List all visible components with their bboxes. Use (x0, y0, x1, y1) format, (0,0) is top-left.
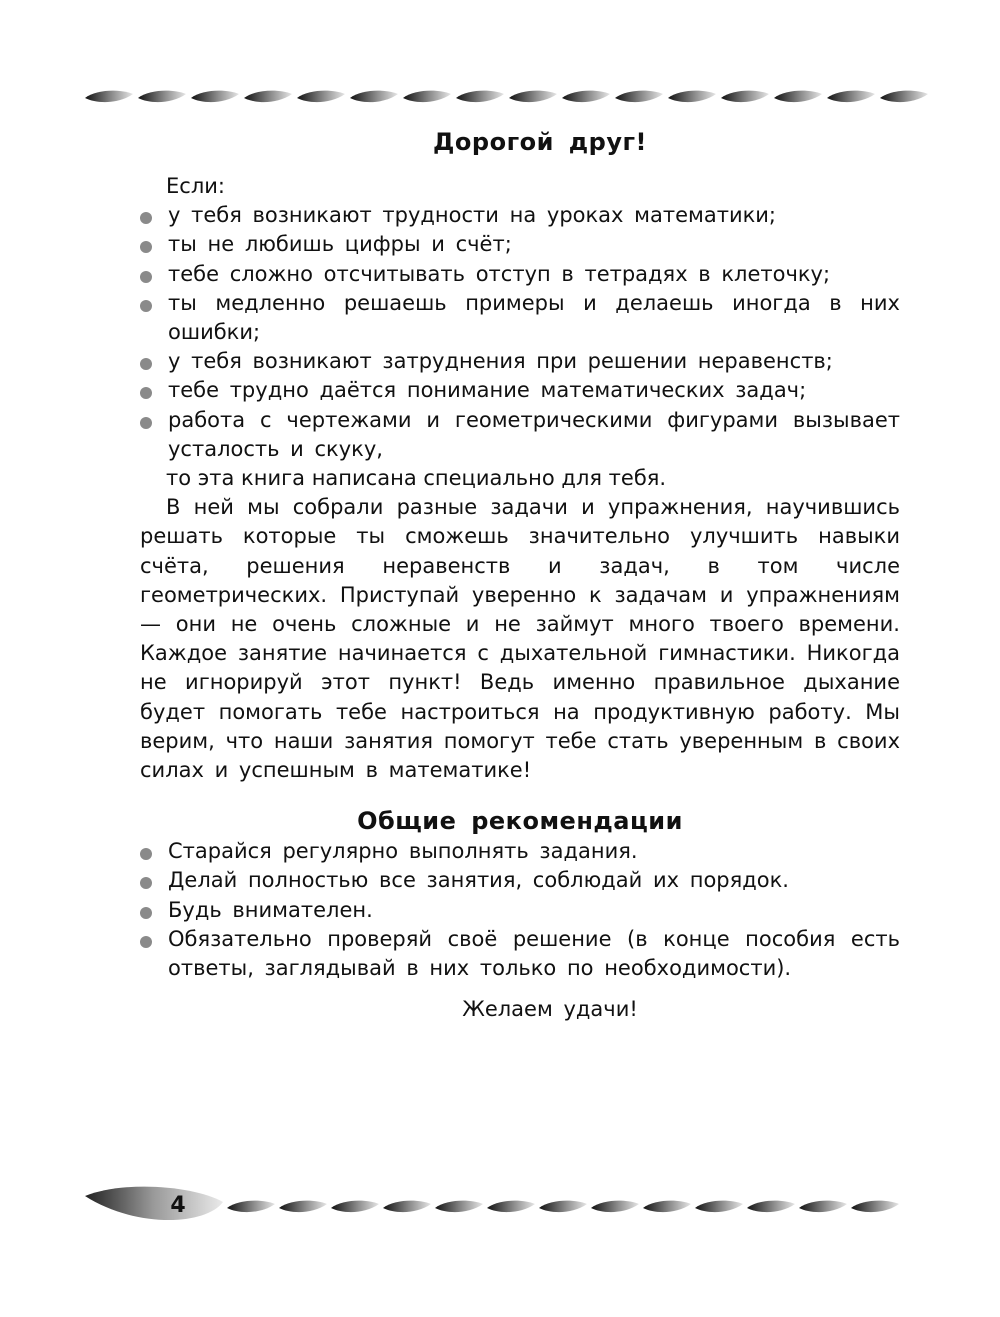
leaf-ornament (435, 1201, 483, 1212)
leaf-ornament (668, 91, 716, 102)
intro-paragraph: В ней мы собрали разные задачи и упражнения, научившись решать которые ты сможешь значительно улучшить навыки счёта, решения неравенств и задач, в том числе геометрических. Приступай уверенно к задачам и упражнениям — они не очень сложные и не займут много твоего времени. Каждое занятие начинается с дыхательной гимнастики. Никогда не игнорируй этот пункт! Ведь именно правильное дыхание будет помогать тебе настроиться на продуктивную работу. Мы верим, что наши занятия помогут тебе стать уверенным в своих силах и успешным в математике! (140, 495, 900, 783)
leaf-ornament (562, 91, 610, 102)
leaf-ornament (880, 91, 928, 102)
list-item: работа с чертежами и геометрическими фигурами вызывает усталость и скуку, (140, 406, 900, 464)
list-item: тебе трудно даётся понимание математических задач; (140, 376, 900, 405)
page-number: 4 (170, 1193, 186, 1218)
leaf-ornament (456, 91, 504, 102)
list-item: ты медленно решаешь примеры и делаешь иногда в них ошибки; (140, 289, 900, 347)
closing-wish: Желаем удачи! (462, 997, 638, 1022)
leaf-ornament (138, 91, 186, 102)
leaf-ornament (85, 91, 133, 102)
leaf-ornament (191, 91, 239, 102)
leaf-ornament (747, 1201, 795, 1212)
leaf-ornament (350, 91, 398, 102)
list-item: у тебя возникают затруднения при решении неравенств; (140, 347, 900, 376)
list-item: Старайся регулярно выполнять задания. (140, 837, 900, 866)
list-item: Обязательно проверяй своё решение (в конце пособия есть ответы, заглядывай в них только по необходимости). (140, 925, 900, 983)
list-item: у тебя возникают трудности на уроках математики; (140, 201, 900, 230)
page-content (140, 128, 900, 1021)
list-item: тебе сложно отсчитывать отступ в тетрадях в клеточку; (140, 260, 900, 289)
top-leaf-border (85, 80, 935, 110)
leaf-ornament (244, 91, 292, 102)
leaf-ornament (509, 91, 557, 102)
page-number-leaf (85, 1187, 223, 1220)
leaf-ornament (721, 91, 769, 102)
leaf-ornament (279, 1201, 327, 1212)
conditions-list (140, 201, 900, 464)
leaf-ornament (227, 1201, 275, 1212)
leaf-ornament (297, 91, 345, 102)
page-title: Дорогой друг! (433, 128, 647, 156)
leaf-ornament (539, 1201, 587, 1212)
list-item: Будь внимателен. (140, 896, 900, 925)
bottom-leaf-border (85, 1182, 935, 1232)
leaf-ornament (851, 1201, 899, 1212)
if-label: Если: (166, 174, 225, 198)
list-item: ты не любишь цифры и счёт; (140, 230, 900, 259)
leaf-ornament (643, 1201, 691, 1212)
recommendations-list (140, 837, 900, 983)
leaf-ornament (331, 1201, 379, 1212)
leaf-ornament (799, 1201, 847, 1212)
leaf-ornament (774, 91, 822, 102)
leaf-ornament (591, 1201, 639, 1212)
leaf-ornament (827, 91, 875, 102)
conclusion-line: то эта книга написана специально для тебя. (166, 466, 667, 491)
recommendations-title: Общие рекомендации (357, 807, 683, 836)
leaf-ornament (615, 91, 663, 102)
list-item: Делай полностью все занятия, соблюдай их порядок. (140, 866, 900, 895)
leaf-ornament (403, 91, 451, 102)
leaf-ornament (695, 1201, 743, 1212)
leaf-ornament (487, 1201, 535, 1212)
leaf-ornament (383, 1201, 431, 1212)
